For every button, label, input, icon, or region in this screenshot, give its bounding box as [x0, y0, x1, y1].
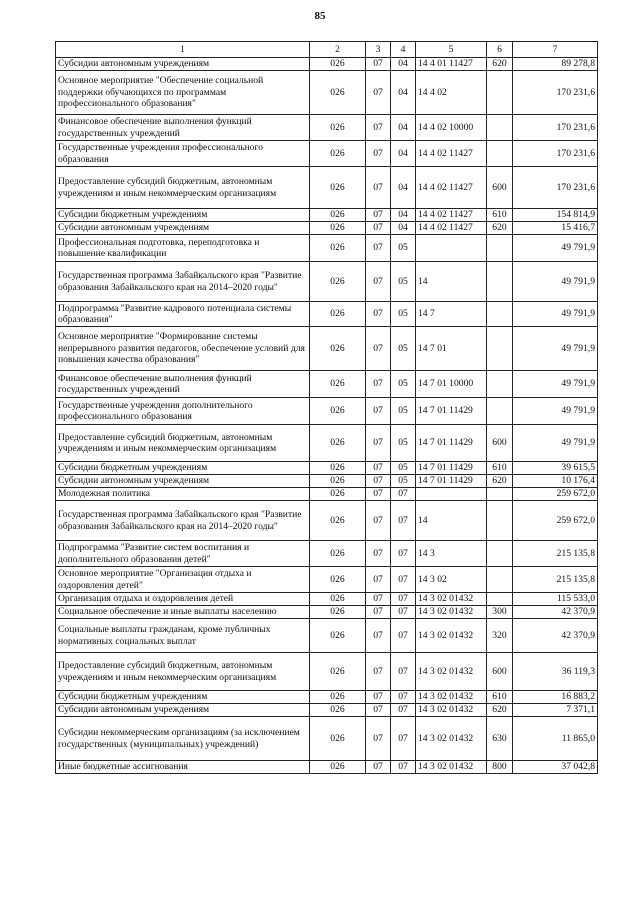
- expense-type-cell: [487, 262, 513, 302]
- ministry-code-cell: 026: [310, 462, 366, 475]
- column-header: 5: [416, 42, 487, 58]
- table-row: [56, 475, 598, 488]
- section-code-cell: 07: [366, 327, 391, 371]
- subsection-code-cell: 04: [391, 141, 416, 167]
- target-article-cell: 14 7 01 10000: [416, 371, 487, 398]
- ministry-code-cell: 026: [310, 398, 366, 425]
- subsection-code-cell: 04: [391, 71, 416, 115]
- expense-type-cell: 320: [487, 619, 513, 653]
- section-code-cell: 07: [366, 606, 391, 619]
- ministry-code-cell: 026: [310, 761, 366, 774]
- section-code-cell: 07: [366, 761, 391, 774]
- subsection-code-cell: 07: [391, 488, 416, 501]
- target-article-cell: 14 3: [416, 541, 487, 567]
- row-name-cell: Финансовое обеспечение выполнения функций государственных учреждений: [56, 115, 310, 141]
- table-row: [56, 115, 598, 141]
- expense-type-cell: [487, 302, 513, 327]
- section-code-cell: 07: [366, 235, 391, 262]
- target-article-cell: 14 7 01: [416, 327, 487, 371]
- table-row: [56, 567, 598, 593]
- subsection-code-cell: 07: [391, 691, 416, 704]
- section-code-cell: 07: [366, 501, 391, 541]
- expense-type-cell: [487, 141, 513, 167]
- expense-type-cell: 620: [487, 58, 513, 71]
- section-code-cell: 07: [366, 115, 391, 141]
- target-article-cell: 14 7 01 11429: [416, 425, 487, 462]
- table-row: [56, 262, 598, 302]
- table-row: [56, 488, 598, 501]
- expense-type-cell: [487, 488, 513, 501]
- subsection-code-cell: 07: [391, 606, 416, 619]
- table-row: [56, 653, 598, 691]
- row-name-cell: Субсидии автономным учреждениям: [56, 475, 310, 488]
- table-row: [56, 541, 598, 567]
- row-name-cell: Субсидии автономным учреждениям: [56, 704, 310, 717]
- ministry-code-cell: 026: [310, 475, 366, 488]
- ministry-code-cell: 026: [310, 593, 366, 606]
- table-row: [56, 302, 598, 327]
- row-name-cell: Государственные учреждения дополнительного профессионального образования: [56, 398, 310, 425]
- section-code-cell: 07: [366, 593, 391, 606]
- expense-type-cell: 600: [487, 425, 513, 462]
- ministry-code-cell: 026: [310, 115, 366, 141]
- subsection-code-cell: 05: [391, 262, 416, 302]
- ministry-code-cell: 026: [310, 262, 366, 302]
- target-article-cell: [416, 235, 487, 262]
- subsection-code-cell: 04: [391, 167, 416, 209]
- subsection-code-cell: 05: [391, 475, 416, 488]
- expense-type-cell: 600: [487, 653, 513, 691]
- ministry-code-cell: 026: [310, 541, 366, 567]
- subsection-code-cell: 04: [391, 115, 416, 141]
- row-name-cell: Социальное обеспечение и иные выплаты населению: [56, 606, 310, 619]
- section-code-cell: 07: [366, 58, 391, 71]
- subsection-code-cell: 07: [391, 541, 416, 567]
- amount-cell: 259 672,0: [513, 488, 598, 501]
- expense-type-cell: 800: [487, 761, 513, 774]
- amount-cell: 259 672,0: [513, 501, 598, 541]
- target-article-cell: 14: [416, 262, 487, 302]
- amount-cell: 36 119,3: [513, 653, 598, 691]
- row-name-cell: Субсидии автономным учреждениям: [56, 222, 310, 235]
- row-name-cell: Основное мероприятие "Обеспечение социальной поддержки обучающихся по программам профессионального образования": [56, 71, 310, 115]
- expense-type-cell: 300: [487, 606, 513, 619]
- section-code-cell: 07: [366, 717, 391, 761]
- target-article-cell: 14 3 02 01432: [416, 619, 487, 653]
- subsection-code-cell: 07: [391, 567, 416, 593]
- budget-table: [55, 41, 598, 774]
- amount-cell: 37 042,8: [513, 761, 598, 774]
- ministry-code-cell: 026: [310, 717, 366, 761]
- target-article-cell: 14 4 02 11427: [416, 167, 487, 209]
- header-row: [56, 42, 598, 58]
- amount-cell: 170 231,6: [513, 167, 598, 209]
- subsection-code-cell: 07: [391, 653, 416, 691]
- expense-type-cell: [487, 371, 513, 398]
- expense-type-cell: 620: [487, 222, 513, 235]
- table-row: [56, 235, 598, 262]
- target-article-cell: 14 4 02 10000: [416, 115, 487, 141]
- subsection-code-cell: 07: [391, 593, 416, 606]
- row-name-cell: Основное мероприятие "Формирование системы непрерывного развития педагогов, обеспечение условий для повышения качества образования": [56, 327, 310, 371]
- amount-cell: 49 791,9: [513, 235, 598, 262]
- expense-type-cell: 600: [487, 167, 513, 209]
- subsection-code-cell: 04: [391, 58, 416, 71]
- expense-type-cell: 630: [487, 717, 513, 761]
- amount-cell: 49 791,9: [513, 398, 598, 425]
- section-code-cell: 07: [366, 141, 391, 167]
- target-article-cell: 14 7 01 11429: [416, 398, 487, 425]
- target-article-cell: 14 7: [416, 302, 487, 327]
- amount-cell: 10 176,4: [513, 475, 598, 488]
- expense-type-cell: [487, 567, 513, 593]
- ministry-code-cell: 026: [310, 58, 366, 71]
- target-article-cell: [416, 488, 487, 501]
- table-row: [56, 462, 598, 475]
- row-name-cell: Предоставление субсидий бюджетным, автономным учреждениям и иным некоммерческим организациям: [56, 425, 310, 462]
- section-code-cell: 07: [366, 209, 391, 222]
- ministry-code-cell: 026: [310, 302, 366, 327]
- column-header: 1: [56, 42, 310, 58]
- table-row: [56, 71, 598, 115]
- ministry-code-cell: 026: [310, 691, 366, 704]
- section-code-cell: 07: [366, 167, 391, 209]
- expense-type-cell: [487, 541, 513, 567]
- target-article-cell: 14 4 02 11427: [416, 141, 487, 167]
- amount-cell: 215 135,8: [513, 541, 598, 567]
- row-name-cell: Организация отдыха и оздоровления детей: [56, 593, 310, 606]
- ministry-code-cell: 026: [310, 606, 366, 619]
- subsection-code-cell: 07: [391, 717, 416, 761]
- row-name-cell: Иные бюджетные ассигнования: [56, 761, 310, 774]
- row-name-cell: Предоставление субсидий бюджетным, автономным учреждениям и иным некоммерческим организациям: [56, 653, 310, 691]
- ministry-code-cell: 026: [310, 167, 366, 209]
- ministry-code-cell: 026: [310, 619, 366, 653]
- table-row: [56, 606, 598, 619]
- table-row: [56, 691, 598, 704]
- target-article-cell: 14: [416, 501, 487, 541]
- row-name-cell: Субсидии бюджетным учреждениям: [56, 691, 310, 704]
- subsection-code-cell: 05: [391, 462, 416, 475]
- expense-type-cell: 610: [487, 691, 513, 704]
- section-code-cell: 07: [366, 425, 391, 462]
- amount-cell: 115 533,0: [513, 593, 598, 606]
- section-code-cell: 07: [366, 462, 391, 475]
- expense-type-cell: 610: [487, 209, 513, 222]
- table-row: [56, 141, 598, 167]
- target-article-cell: 14 3 02 01432: [416, 761, 487, 774]
- subsection-code-cell: 04: [391, 222, 416, 235]
- page-number: 85: [314, 10, 326, 22]
- amount-cell: 49 791,9: [513, 327, 598, 371]
- target-article-cell: 14 3 02 01432: [416, 717, 487, 761]
- subsection-code-cell: 05: [391, 425, 416, 462]
- target-article-cell: 14 3 02: [416, 567, 487, 593]
- ministry-code-cell: 026: [310, 704, 366, 717]
- amount-cell: 49 791,9: [513, 302, 598, 327]
- table-row: [56, 209, 598, 222]
- target-article-cell: 14 3 02 01432: [416, 606, 487, 619]
- row-name-cell: Профессиональная подготовка, переподготовка и повышение квалификации: [56, 235, 310, 262]
- expense-type-cell: [487, 71, 513, 115]
- section-code-cell: 07: [366, 398, 391, 425]
- row-name-cell: Молодежная политика: [56, 488, 310, 501]
- subsection-code-cell: 07: [391, 619, 416, 653]
- section-code-cell: 07: [366, 691, 391, 704]
- table-row: [56, 593, 598, 606]
- ministry-code-cell: 026: [310, 371, 366, 398]
- amount-cell: 89 278,8: [513, 58, 598, 71]
- target-article-cell: 14 3 02 01432: [416, 593, 487, 606]
- amount-cell: 49 791,9: [513, 262, 598, 302]
- row-name-cell: Финансовое обеспечение выполнения функций государственных учреждений: [56, 371, 310, 398]
- row-name-cell: Государственная программа Забайкальского края "Развитие образования Забайкальского края на 2014–2020 годы": [56, 501, 310, 541]
- subsection-code-cell: 07: [391, 704, 416, 717]
- target-article-cell: 14 4 02 11427: [416, 209, 487, 222]
- target-article-cell: 14 3 02 01432: [416, 653, 487, 691]
- amount-cell: 170 231,6: [513, 71, 598, 115]
- amount-cell: 39 615,5: [513, 462, 598, 475]
- table-row: [56, 327, 598, 371]
- section-code-cell: 07: [366, 475, 391, 488]
- subsection-code-cell: 05: [391, 398, 416, 425]
- table-row: [56, 761, 598, 774]
- expense-type-cell: [487, 398, 513, 425]
- subsection-code-cell: 05: [391, 302, 416, 327]
- table-row: [56, 619, 598, 653]
- table-row: [56, 704, 598, 717]
- section-code-cell: 07: [366, 302, 391, 327]
- amount-cell: 215 135,8: [513, 567, 598, 593]
- amount-cell: 42 370,9: [513, 606, 598, 619]
- target-article-cell: 14 4 01 11427: [416, 58, 487, 71]
- row-name-cell: Субсидии бюджетным учреждениям: [56, 209, 310, 222]
- target-article-cell: 14 7 01 11429: [416, 475, 487, 488]
- target-article-cell: 14 3 02 01432: [416, 704, 487, 717]
- section-code-cell: 07: [366, 262, 391, 302]
- amount-cell: 15 416,7: [513, 222, 598, 235]
- section-code-cell: 07: [366, 71, 391, 115]
- expense-type-cell: 610: [487, 462, 513, 475]
- subsection-code-cell: 05: [391, 371, 416, 398]
- table-row: [56, 425, 598, 462]
- expense-type-cell: [487, 593, 513, 606]
- subsection-code-cell: 07: [391, 761, 416, 774]
- section-code-cell: 07: [366, 619, 391, 653]
- column-header: 3: [366, 42, 391, 58]
- ministry-code-cell: 026: [310, 235, 366, 262]
- ministry-code-cell: 026: [310, 71, 366, 115]
- table-row: [56, 58, 598, 71]
- ministry-code-cell: 026: [310, 501, 366, 541]
- target-article-cell: 14 4 02: [416, 71, 487, 115]
- table-row: [56, 167, 598, 209]
- row-name-cell: Подпрограмма "Развитие систем воспитания и дополнительного образования детей": [56, 541, 310, 567]
- expense-type-cell: [487, 235, 513, 262]
- subsection-code-cell: 05: [391, 327, 416, 371]
- ministry-code-cell: 026: [310, 327, 366, 371]
- amount-cell: 16 883,2: [513, 691, 598, 704]
- ministry-code-cell: 026: [310, 425, 366, 462]
- table-row: [56, 717, 598, 761]
- section-code-cell: 07: [366, 541, 391, 567]
- expense-type-cell: [487, 327, 513, 371]
- ministry-code-cell: 026: [310, 488, 366, 501]
- table-row: [56, 398, 598, 425]
- section-code-cell: 07: [366, 704, 391, 717]
- section-code-cell: 07: [366, 567, 391, 593]
- expense-type-cell: 620: [487, 475, 513, 488]
- amount-cell: 42 370,9: [513, 619, 598, 653]
- expense-type-cell: [487, 115, 513, 141]
- section-code-cell: 07: [366, 488, 391, 501]
- amount-cell: 7 371,1: [513, 704, 598, 717]
- column-header: 7: [513, 42, 598, 58]
- ministry-code-cell: 026: [310, 567, 366, 593]
- section-code-cell: 07: [366, 653, 391, 691]
- row-name-cell: Субсидии некоммерческим организациям (за исключением государственных (муниципальных) учреждений): [56, 717, 310, 761]
- row-name-cell: Государственные учреждения профессионального образования: [56, 141, 310, 167]
- row-name-cell: Государственная программа Забайкальского края "Развитие образования Забайкальского края на 2014–2020 годы": [56, 262, 310, 302]
- target-article-cell: 14 4 02 11427: [416, 222, 487, 235]
- section-code-cell: 07: [366, 371, 391, 398]
- row-name-cell: Субсидии автономным учреждениям: [56, 58, 310, 71]
- target-article-cell: 14 3 02 01432: [416, 691, 487, 704]
- ministry-code-cell: 026: [310, 653, 366, 691]
- ministry-code-cell: 026: [310, 222, 366, 235]
- row-name-cell: Основное мероприятие "Организация отдыха и оздоровления детей": [56, 567, 310, 593]
- column-header: 2: [310, 42, 366, 58]
- amount-cell: 11 865,0: [513, 717, 598, 761]
- table-row: [56, 501, 598, 541]
- ministry-code-cell: 026: [310, 141, 366, 167]
- amount-cell: 154 814,9: [513, 209, 598, 222]
- column-header: 4: [391, 42, 416, 58]
- row-name-cell: Подпрограмма "Развитие кадрового потенциала системы образования": [56, 302, 310, 327]
- row-name-cell: Субсидии бюджетным учреждениям: [56, 462, 310, 475]
- row-name-cell: Социальные выплаты гражданам, кроме публичных нормативных социальных выплат: [56, 619, 310, 653]
- expense-type-cell: [487, 501, 513, 541]
- section-code-cell: 07: [366, 222, 391, 235]
- amount-cell: 49 791,9: [513, 371, 598, 398]
- subsection-code-cell: 07: [391, 501, 416, 541]
- subsection-code-cell: 04: [391, 209, 416, 222]
- ministry-code-cell: 026: [310, 209, 366, 222]
- subsection-code-cell: 05: [391, 235, 416, 262]
- table-row: [56, 222, 598, 235]
- table-row: [56, 371, 598, 398]
- target-article-cell: 14 7 01 11429: [416, 462, 487, 475]
- amount-cell: 170 231,6: [513, 115, 598, 141]
- row-name-cell: Предоставление субсидий бюджетным, автономным учреждениям и иным некоммерческим организациям: [56, 167, 310, 209]
- amount-cell: 170 231,6: [513, 141, 598, 167]
- column-header: 6: [487, 42, 513, 58]
- expense-type-cell: 620: [487, 704, 513, 717]
- amount-cell: 49 791,9: [513, 425, 598, 462]
